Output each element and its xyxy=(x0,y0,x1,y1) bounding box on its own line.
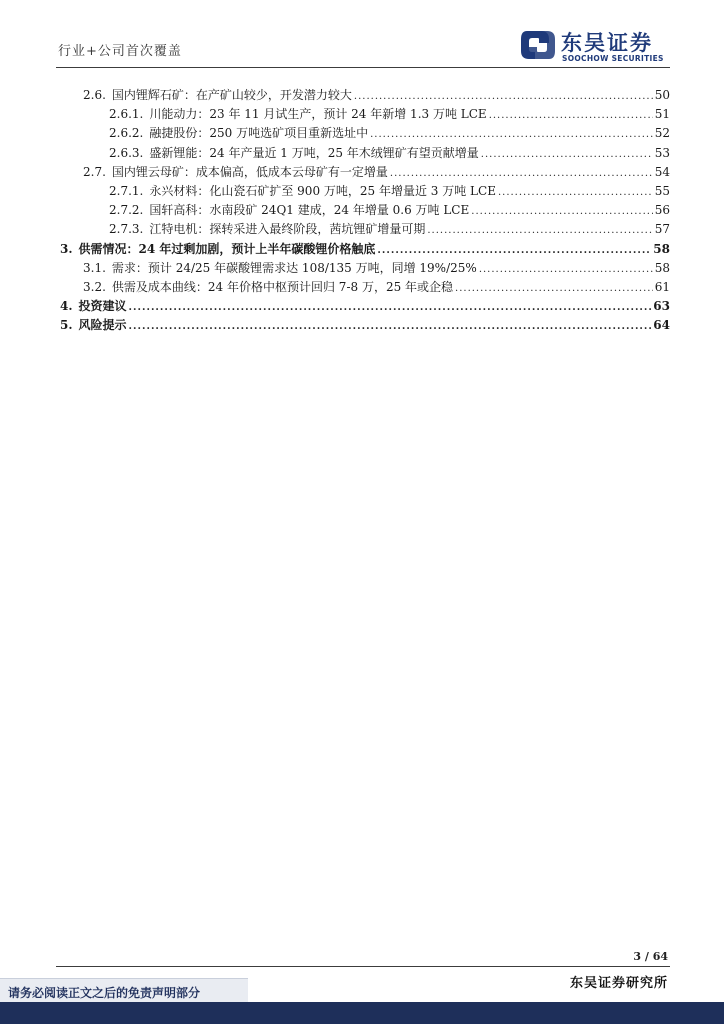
toc-entry-number: 3.1. xyxy=(83,260,106,275)
toc-entry-page: 50 xyxy=(654,88,670,102)
toc-entry-title: 风险提示 xyxy=(78,318,127,333)
toc-entry[interactable] xyxy=(56,220,670,239)
toc-entry[interactable] xyxy=(56,105,670,124)
toc-entry-number: 2.6.1. xyxy=(109,107,144,122)
toc-leader-dots xyxy=(471,202,652,221)
toc-leader-dots xyxy=(427,221,652,240)
toc-leader-dots xyxy=(129,317,652,336)
header-category: 行业+公司首次覆盖 xyxy=(58,44,182,59)
toc-entry[interactable] xyxy=(56,278,670,297)
toc-entry[interactable] xyxy=(56,182,670,201)
toc-entry-title: 融捷股份：250 万吨选矿项目重新选址中 xyxy=(149,126,369,141)
toc-leader-dots xyxy=(129,298,652,317)
toc-leader-dots xyxy=(370,125,653,144)
table-of-contents xyxy=(56,86,670,335)
toc-entry-page: 56 xyxy=(654,203,670,218)
toc-entry[interactable] xyxy=(56,144,670,163)
toc-leader-dots xyxy=(498,183,653,202)
toc-entry[interactable] xyxy=(56,240,670,259)
disclaimer-banner xyxy=(0,978,248,1003)
soochow-logo-icon xyxy=(519,27,557,63)
toc-entry[interactable] xyxy=(56,86,670,105)
toc-entry[interactable] xyxy=(56,316,670,335)
toc-entry-title: 国内锂辉石矿：在产矿山较少，开发潜力较大 xyxy=(111,88,352,102)
disclaimer-text: 请务必阅读正文之后的免责声明部分 xyxy=(8,986,201,1000)
page-indicator: 3 / 64 xyxy=(633,950,668,963)
toc-entry[interactable] xyxy=(56,259,670,278)
toc-entry-page: 51 xyxy=(654,107,670,122)
toc-entry-page: 63 xyxy=(653,299,670,314)
toc-leader-dots xyxy=(489,106,653,125)
toc-entry-number: 2.7.1. xyxy=(109,183,144,198)
toc-entry-title: 国轩高科：水南段矿 24Q1 建成，24 年增量 0.6 万吨 LCE xyxy=(149,203,470,218)
toc-entry-number: 3.2. xyxy=(83,279,106,294)
toc-entry-page: 52 xyxy=(654,126,670,141)
toc-entry-page: 54 xyxy=(654,164,670,179)
toc-entry-page: 57 xyxy=(654,222,670,237)
toc-entry-title: 供需情况：24 年过剩加剧，预计上半年碳酸锂价格触底 xyxy=(78,241,376,256)
toc-leader-dots xyxy=(377,241,651,260)
toc-entry-title: 投资建议 xyxy=(78,299,127,314)
logo-name-en: SOOCHOW SECURITIES xyxy=(562,54,664,63)
toc-entry[interactable] xyxy=(56,163,670,182)
toc-entry-number: 4. xyxy=(60,299,73,314)
toc-entry-title: 永兴材料：化山瓷石矿扩至 900 万吨，25 年增量近 3 万吨 LCE xyxy=(149,183,496,198)
toc-entry-title: 供需及成本曲线：24 年价格中枢预计回归 7-8 万，25 年或企稳 xyxy=(111,279,454,294)
footer-divider xyxy=(56,966,670,967)
toc-entry-number: 2.6.2. xyxy=(109,126,144,141)
brand-logo xyxy=(519,27,679,63)
toc-entry-page: 53 xyxy=(654,145,670,160)
toc-entry-number: 2.6. xyxy=(83,88,106,102)
header-divider xyxy=(56,67,670,68)
toc-entry-title: 需求：预计 24/25 年碳酸锂需求达 108/135 万吨，同增 19%/25% xyxy=(111,260,477,275)
toc-leader-dots xyxy=(481,145,653,164)
toc-leader-dots xyxy=(455,279,653,298)
footer-bar xyxy=(0,1002,724,1024)
toc-entry-title: 川能动力：23 年 11 月试生产，预计 24 年新增 1.3 万吨 LCE xyxy=(149,107,487,122)
toc-entry-number: 2.7. xyxy=(83,164,106,179)
toc-entry-page: 55 xyxy=(654,183,670,198)
footer-organization: 东吴证券研究所 xyxy=(569,976,668,991)
toc-entry-number: 2.7.2. xyxy=(109,203,144,218)
toc-entry-number: 3. xyxy=(60,241,73,256)
toc-entry-page: 64 xyxy=(653,318,670,333)
toc-entry-title: 盛新锂能：24 年产量近 1 万吨，25 年木绒锂矿有望贡献增量 xyxy=(149,145,479,160)
toc-entry-page: 61 xyxy=(654,279,670,294)
toc-entry[interactable] xyxy=(56,297,670,316)
toc-leader-dots xyxy=(354,87,653,106)
logo-name-cn: 东吴证券 xyxy=(561,31,653,55)
toc-entry[interactable] xyxy=(56,124,670,143)
toc-entry[interactable] xyxy=(56,201,670,220)
toc-entry-page: 58 xyxy=(654,260,670,275)
toc-leader-dots xyxy=(479,260,653,279)
toc-entry-title: 江特电机：探转采进入最终阶段，茜坑锂矿增量可期 xyxy=(149,222,426,237)
toc-entry-number: 2.7.3. xyxy=(109,222,144,237)
toc-leader-dots xyxy=(390,164,653,183)
toc-entry-number: 2.6.3. xyxy=(109,145,144,160)
toc-entry-page: 58 xyxy=(653,241,670,256)
toc-entry-number: 5. xyxy=(60,318,73,333)
toc-entry-title: 国内锂云母矿：成本偏高，低成本云母矿有一定增量 xyxy=(111,164,388,179)
